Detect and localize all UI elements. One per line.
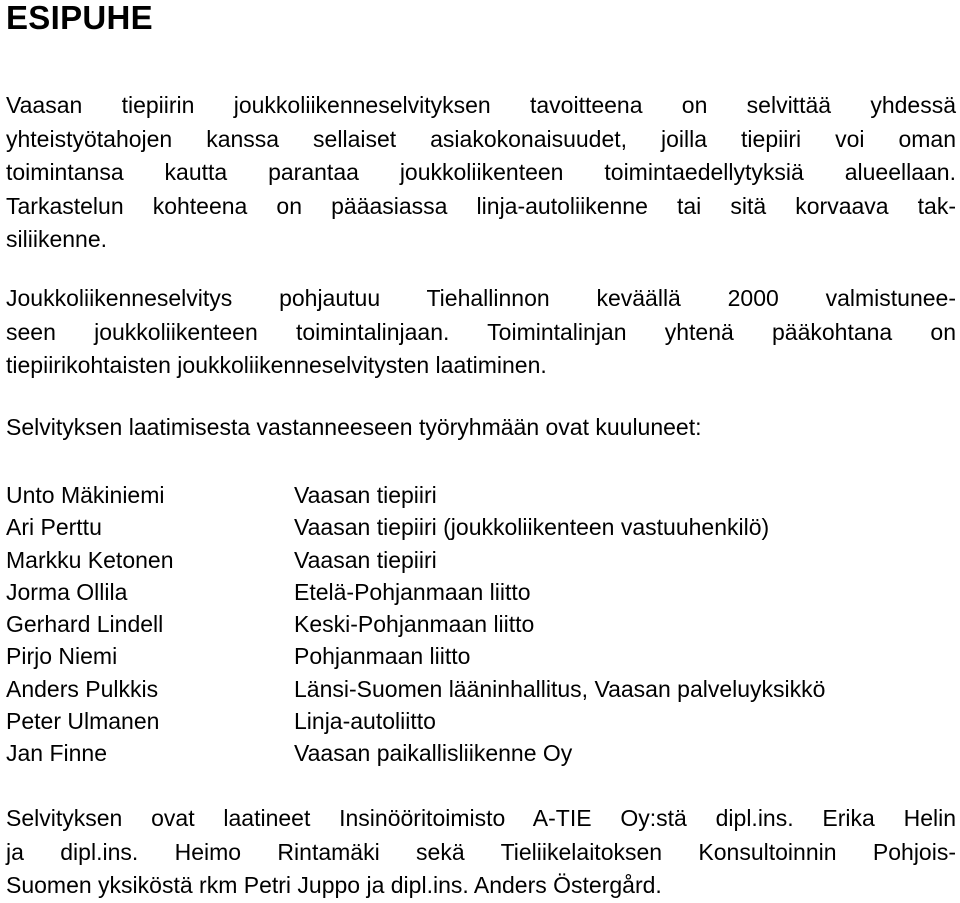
member-name: Unto Mäkiniemi xyxy=(6,482,165,508)
member-organization: Vaasan tiepiiri xyxy=(294,482,437,508)
working-group-intro xyxy=(6,411,956,445)
basis-paragraph xyxy=(6,282,956,383)
member-organization: Pohjanmaan liitto xyxy=(294,643,471,670)
member-organization: Vaasan tiepiiri (joukkoliikenteen vastuuhenkilö) xyxy=(294,514,770,541)
authors-paragraph xyxy=(6,802,956,903)
intro-paragraph xyxy=(6,89,956,257)
text-line: Vaasan tiepiirin joukkoliikenneselvityksen tavoitteena on selvittää yhdessä xyxy=(6,92,956,118)
text-line: Tarkastelun kohteena on pääasiassa linja-autoliikenne tai sitä korvaava tak- xyxy=(6,192,956,219)
member-organization: Länsi-Suomen lääninhallitus, Vaasan palveluyksikkö xyxy=(294,675,826,702)
member-name: Ari Perttu xyxy=(6,514,102,541)
page-title: ESIPUHE xyxy=(6,0,153,36)
text-line: Suomen yksiköstä rkm Petri Juppo ja dipl.ins. Anders Östergård. xyxy=(6,872,662,898)
member-name: Anders Pulkkis xyxy=(6,675,159,702)
member-name: Jorma Ollila xyxy=(6,578,128,605)
member-organization: Vaasan tiepiiri xyxy=(294,546,437,573)
text-line: siliikenne. xyxy=(6,226,107,252)
member-organization: Linja-autoliitto xyxy=(294,708,436,735)
text-line: tiepiirikohtaisten joukkoliikenneselvitysten laatiminen. xyxy=(6,352,547,378)
member-organization: Vaasan paikallisliikenne Oy xyxy=(294,740,573,767)
member-name: Peter Ulmanen xyxy=(6,708,160,735)
text-line: Selvityksen ovat laatineet Insinööritoimisto A-TIE Oy:stä dipl.ins. Erika Helin xyxy=(6,805,956,831)
text-line: ja dipl.ins. Heimo Rintamäki sekä Tieliikelaitoksen Konsultoinnin Pohjois- xyxy=(6,838,956,865)
member-name: Gerhard Lindell xyxy=(6,611,164,638)
text-line: toimintansa kautta parantaa joukkoliikenteen toimintaedellytyksiä alueellaan. xyxy=(6,159,956,185)
text-line: Joukkoliikenneselvitys pohjautuu Tiehallinnon keväällä 2000 valmistunee- xyxy=(6,285,956,311)
member-name: Markku Ketonen xyxy=(6,546,174,573)
member-organization: Etelä-Pohjanmaan liitto xyxy=(294,578,531,605)
text-line: Selvityksen laatimisesta vastanneeseen työryhmään ovat kuuluneet: xyxy=(6,414,702,440)
member-name: Jan Finne xyxy=(6,740,108,767)
member-organization: Keski-Pohjanmaan liitto xyxy=(294,611,535,638)
text-line: yhteistyötahojen kanssa sellaiset asiakokonaisuudet, joilla tiepiiri voi oman xyxy=(6,125,956,152)
text-line: seen joukkoliikenteen toimintalinjaan. Toimintalinjan yhtenä pääkohtana on xyxy=(6,318,956,345)
member-name: Pirjo Niemi xyxy=(6,643,118,670)
